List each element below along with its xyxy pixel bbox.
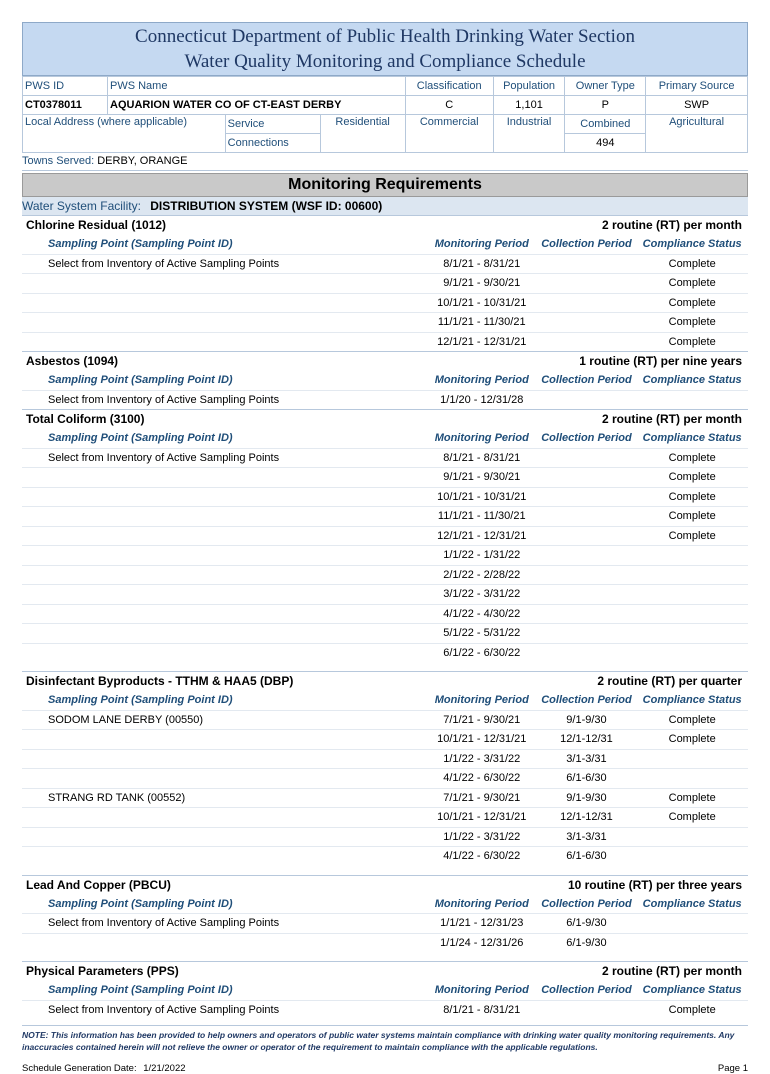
compliance-status: Complete [668, 257, 716, 270]
compliance-status: Complete [668, 733, 716, 745]
section-header [22, 875, 748, 895]
sampling-point [22, 934, 427, 953]
compliance-status [636, 934, 748, 953]
facility-row [22, 197, 748, 215]
facility-label: Water System Facility: [22, 199, 141, 213]
compliance-status: Complete [668, 811, 716, 823]
schedule-row [22, 604, 748, 624]
analyte-name: Total Coliform (3100) [26, 412, 145, 426]
sampling-frequency: 2 routine (RT) per quarter [597, 674, 742, 688]
column-header-collection-period: Collection Period [541, 374, 632, 386]
monitoring-period: 1/1/20 - 12/31/28 [440, 393, 524, 406]
monitoring-period: 4/1/22 - 6/30/22 [443, 850, 521, 862]
collection-period [537, 585, 637, 604]
section-header [22, 961, 748, 981]
pws-id-value: CT0378011 [23, 96, 108, 115]
sampling-point: Select from Inventory of Active Sampling Points [48, 257, 280, 270]
primary-source-value: SWP [646, 96, 748, 115]
sampling-frequency: 10 routine (RT) per three years [567, 877, 742, 892]
collection-period [537, 488, 637, 507]
collection-period: 3/1-3/31 [566, 830, 607, 843]
monitoring-period: 6/1/22 - 6/30/22 [443, 646, 521, 659]
schedule-row [22, 312, 748, 332]
compliance-status [636, 605, 748, 624]
column-header-row [22, 895, 748, 914]
compliance-status: Complete [668, 529, 716, 542]
compliance-status: Complete [668, 510, 716, 522]
schedule-row [22, 1000, 748, 1020]
classification-label: Classification [405, 77, 493, 96]
section-spacer [22, 866, 748, 875]
collection-period [537, 546, 637, 565]
column-header-compliance-status: Compliance Status [642, 897, 742, 910]
monitoring-period: 1/1/24 - 12/31/26 [440, 936, 524, 949]
sampling-point [22, 468, 427, 487]
column-header-sampling-point: Sampling Point (Sampling Point ID) [48, 694, 233, 706]
column-header-sampling-point: Sampling Point (Sampling Point ID) [48, 897, 233, 910]
collection-period [537, 255, 637, 274]
compliance-status [636, 750, 748, 769]
column-header-compliance-status: Compliance Status [642, 984, 742, 996]
compliance-status [636, 644, 748, 663]
column-header-collection-period: Collection Period [541, 897, 632, 910]
sampling-point [22, 828, 427, 847]
towns-value: DERBY, ORANGE [97, 155, 188, 167]
schedule-row [22, 788, 748, 808]
monitoring-section [22, 866, 748, 953]
monitoring-period: 12/1/21 - 12/31/21 [437, 335, 527, 348]
monitoring-period: 11/1/21 - 11/30/21 [437, 510, 526, 522]
column-header-collection-period: Collection Period [541, 694, 632, 706]
compliance-status [636, 769, 748, 788]
residential-label: Residential [320, 115, 405, 153]
monitoring-section [22, 215, 748, 351]
monitoring-period: 9/1/21 - 9/30/21 [443, 277, 521, 289]
monitoring-period: 10/1/21 - 10/31/21 [437, 490, 527, 503]
schedule-row [22, 448, 748, 468]
schedule-row [22, 710, 748, 730]
analyte-name: Asbestos (1094) [26, 354, 119, 368]
sampling-point [22, 294, 427, 313]
collection-period: 6/1-6/30 [566, 850, 607, 862]
analyte-name: Physical Parameters (PPS) [26, 964, 179, 978]
monitoring-period: 7/1/21 - 9/30/21 [443, 791, 521, 804]
monitoring-period: 12/1/21 - 12/31/21 [437, 529, 527, 542]
monitoring-period: 3/1/22 - 3/31/22 [443, 588, 521, 600]
monitoring-period: 11/1/21 - 11/30/21 [437, 316, 526, 328]
collection-period: 12/1-12/31 [560, 733, 613, 745]
monitoring-section [22, 662, 748, 866]
sampling-point [22, 274, 427, 293]
compliance-status: Complete [668, 316, 716, 328]
sampling-point: SODOM LANE DERBY (00550) [48, 713, 204, 726]
sampling-point [22, 605, 427, 624]
sampling-frequency: 2 routine (RT) per month [602, 218, 742, 232]
monitoring-sections [22, 215, 748, 1019]
column-header-monitoring-period: Monitoring Period [434, 897, 529, 910]
sampling-point [22, 313, 427, 332]
monitoring-period: 8/1/21 - 8/31/21 [443, 451, 521, 464]
monitoring-section [22, 351, 748, 409]
schedule-row [22, 506, 748, 526]
sampling-frequency: 2 routine (RT) per month [602, 412, 742, 426]
schedule-row [22, 846, 748, 866]
column-header-row [22, 235, 748, 254]
monitoring-period: 10/1/21 - 12/31/21 [437, 733, 527, 745]
monitoring-period: 10/1/21 - 12/31/21 [437, 811, 527, 823]
primary-source-label: Primary Source [646, 77, 748, 96]
page-number: Page 1 [717, 1063, 748, 1074]
sampling-point: Select from Inventory of Active Sampling Points [48, 1003, 280, 1016]
collection-period [537, 624, 637, 643]
column-header-monitoring-period: Monitoring Period [434, 374, 529, 386]
collection-period [537, 1001, 637, 1020]
schedule-row [22, 933, 748, 953]
analyte-name: Chlorine Residual (1012) [26, 218, 167, 232]
compliance-status [636, 566, 748, 585]
monitoring-period: 10/1/21 - 10/31/21 [437, 296, 527, 309]
disclaimer-note: NOTE: This information has been provided to help owners and operators of public water systems maintain compliance with drinking water quality monitoring requirements. Any inaccuracies contained herein will not relieve the owner or operator of the requirement to maintain compliance with the applicable regulations. [22, 1025, 748, 1053]
industrial-label: Industrial [493, 115, 565, 153]
column-header-monitoring-period: Monitoring Period [434, 694, 529, 706]
monitoring-period: 2/1/22 - 2/28/22 [443, 568, 521, 581]
compliance-status: Complete [668, 490, 716, 503]
sampling-point: Select from Inventory of Active Sampling Points [48, 451, 280, 464]
monitoring-period: 1/1/22 - 1/31/22 [443, 549, 521, 561]
column-header-sampling-point: Sampling Point (Sampling Point ID) [48, 984, 233, 996]
sampling-point [22, 527, 427, 546]
sampling-point [22, 333, 427, 352]
pws-id-label: PWS ID [23, 77, 108, 96]
owner-type-label: Owner Type [565, 77, 646, 96]
schedule-row [22, 332, 748, 352]
analyte-name: Disinfectant Byproducts - TTHM & HAA5 (DBP) [26, 674, 294, 688]
schedule-row [22, 827, 748, 847]
facility-value: DISTRIBUTION SYSTEM (WSF ID: 00600) [150, 199, 383, 213]
sampling-frequency: 1 routine (RT) per nine years [579, 354, 742, 368]
monitoring-requirements-heading: Monitoring Requirements [22, 173, 748, 197]
schedule-row [22, 467, 748, 487]
pws-name-label: PWS Name [108, 77, 406, 96]
schedule-row [22, 807, 748, 827]
compliance-status [636, 847, 748, 866]
sampling-point: STRANG RD TANK (00552) [48, 791, 186, 804]
population-value: 1,101 [493, 96, 565, 115]
title-line-1: Connecticut Department of Public Health Drinking Water Section [135, 26, 635, 47]
sampling-point [22, 730, 427, 749]
collection-period: 9/1-9/30 [566, 791, 607, 804]
compliance-status [636, 391, 748, 410]
compliance-status: Complete [668, 713, 716, 726]
combined-label: Combined [565, 115, 646, 134]
compliance-status: Complete [668, 277, 716, 289]
owner-type-value: P [565, 96, 646, 115]
schedule-row [22, 390, 748, 410]
column-header-collection-period: Collection Period [541, 238, 632, 250]
section-header [22, 351, 748, 371]
sampling-point [22, 585, 427, 604]
collection-period [537, 605, 637, 624]
schedule-row [22, 913, 748, 933]
schedule-page [22, 22, 748, 1074]
towns-label: Towns Served: [22, 155, 95, 167]
collection-period: 3/1-3/31 [566, 752, 607, 765]
schedule-row [22, 526, 748, 546]
column-header-row [22, 429, 748, 448]
column-header-row [22, 981, 748, 1000]
collection-period: 6/1-9/30 [566, 917, 607, 929]
section-spacer [22, 952, 748, 961]
population-label: Population [493, 77, 565, 96]
compliance-status: Complete [668, 1003, 716, 1016]
schedule-row [22, 623, 748, 643]
page-footer [22, 1063, 748, 1074]
collection-period [537, 527, 637, 546]
schedule-row [22, 254, 748, 274]
monitoring-period: 8/1/21 - 8/31/21 [443, 257, 521, 270]
sampling-point [22, 546, 427, 565]
compliance-status [636, 585, 748, 604]
column-header-monitoring-period: Monitoring Period [434, 984, 529, 996]
generation-date: 1/21/2022 [143, 1063, 186, 1074]
section-header [22, 409, 748, 429]
monitoring-period: 8/1/21 - 8/31/21 [443, 1003, 521, 1016]
column-header-row [22, 691, 748, 710]
column-header-sampling-point: Sampling Point (Sampling Point ID) [48, 238, 233, 250]
sampling-point [22, 566, 427, 585]
classification-value: C [405, 96, 493, 115]
monitoring-period: 1/1/21 - 12/31/23 [440, 917, 524, 929]
collection-period [537, 468, 637, 487]
collection-period [537, 313, 637, 332]
agricultural-label: Agricultural [646, 115, 748, 153]
schedule-row [22, 487, 748, 507]
sampling-point [22, 769, 427, 788]
document-title [22, 22, 748, 76]
sampling-point: Select from Inventory of Active Sampling Points [48, 393, 280, 406]
service-label: Service [225, 115, 320, 134]
column-header-monitoring-period: Monitoring Period [434, 238, 529, 250]
sampling-point [22, 624, 427, 643]
local-address-label: Local Address (where applicable) [23, 115, 226, 153]
collection-period [537, 507, 637, 526]
commercial-label: Commercial [405, 115, 493, 153]
monitoring-period: 4/1/22 - 4/30/22 [443, 607, 521, 620]
schedule-row [22, 565, 748, 585]
sampling-frequency: 2 routine (RT) per month [602, 964, 742, 978]
pws-name-value: AQUARION WATER CO OF CT-EAST DERBY [108, 96, 406, 115]
column-header-collection-period: Collection Period [541, 984, 632, 996]
monitoring-section [22, 409, 748, 662]
compliance-status: Complete [668, 451, 716, 464]
schedule-row [22, 729, 748, 749]
collection-period: 9/1-9/30 [566, 713, 607, 726]
column-header-compliance-status: Compliance Status [642, 374, 742, 386]
collection-period [537, 333, 637, 352]
column-header-compliance-status: Compliance Status [642, 432, 742, 444]
generation-date-label: Schedule Generation Date: [22, 1063, 137, 1074]
section-header [22, 215, 748, 235]
collection-period: 12/1-12/31 [560, 811, 613, 823]
sampling-point: Select from Inventory of Active Sampling Points [48, 917, 280, 929]
schedule-row [22, 545, 748, 565]
schedule-row [22, 749, 748, 769]
monitoring-period: 5/1/22 - 5/31/22 [443, 627, 521, 639]
collection-period [537, 274, 637, 293]
schedule-row [22, 584, 748, 604]
monitoring-section [22, 952, 748, 1019]
title-line-2: Water Quality Monitoring and Compliance Schedule [184, 51, 586, 72]
column-header-sampling-point: Sampling Point (Sampling Point ID) [48, 432, 233, 444]
schedule-row [22, 768, 748, 788]
column-header-collection-period: Collection Period [541, 432, 632, 444]
compliance-status: Complete [668, 296, 716, 309]
collection-period [537, 566, 637, 585]
schedule-row [22, 643, 748, 663]
sampling-point [22, 847, 427, 866]
compliance-status [636, 546, 748, 565]
compliance-status [636, 914, 748, 933]
monitoring-period: 4/1/22 - 6/30/22 [443, 772, 521, 784]
towns-served [22, 153, 748, 171]
column-header-sampling-point: Sampling Point (Sampling Point ID) [48, 374, 233, 386]
analyte-name: Lead And Copper (PBCU) [26, 877, 171, 892]
sampling-point [22, 507, 427, 526]
schedule-row [22, 273, 748, 293]
compliance-status [636, 624, 748, 643]
sampling-point [22, 644, 427, 663]
sampling-point [22, 488, 427, 507]
collection-period [537, 294, 637, 313]
section-spacer [22, 662, 748, 671]
column-header-monitoring-period: Monitoring Period [434, 432, 529, 444]
schedule-row [22, 293, 748, 313]
monitoring-period: 9/1/21 - 9/30/21 [443, 471, 521, 483]
compliance-status: Complete [668, 335, 716, 348]
column-header-compliance-status: Compliance Status [642, 238, 742, 250]
monitoring-period: 1/1/22 - 3/31/22 [443, 752, 521, 765]
section-header [22, 671, 748, 691]
system-info-table [22, 76, 748, 153]
monitoring-period: 7/1/21 - 9/30/21 [443, 713, 521, 726]
collection-period [537, 449, 637, 468]
collection-period: 6/1-9/30 [566, 936, 607, 949]
sampling-point [22, 808, 427, 827]
collection-period [537, 391, 637, 410]
compliance-status: Complete [668, 471, 716, 483]
connections-label: Connections [225, 134, 320, 153]
compliance-status [636, 828, 748, 847]
column-header-row [22, 371, 748, 390]
compliance-status: Complete [668, 791, 716, 804]
collection-period [537, 644, 637, 663]
column-header-compliance-status: Compliance Status [642, 694, 742, 706]
monitoring-period: 1/1/22 - 3/31/22 [443, 830, 521, 843]
combined-value: 494 [565, 134, 646, 153]
collection-period: 6/1-6/30 [566, 772, 607, 784]
sampling-point [22, 750, 427, 769]
